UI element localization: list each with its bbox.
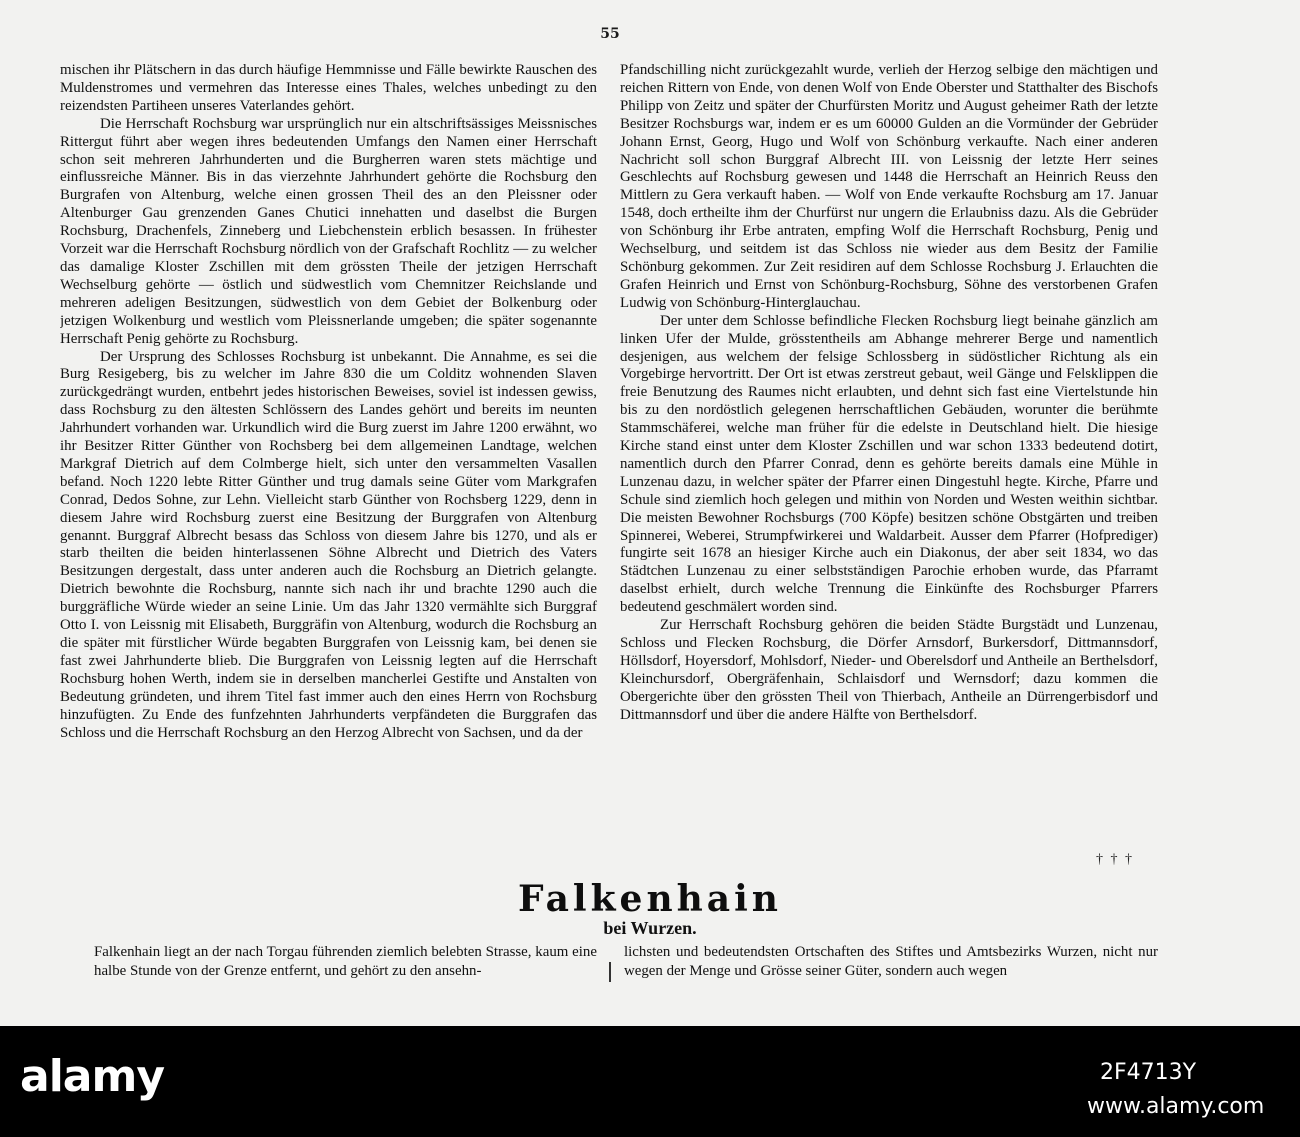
section-end-mark: † † †	[1096, 852, 1134, 867]
brand-logo: alamy	[20, 1051, 164, 1102]
paragraph: Der unter dem Schlosse befindliche Flecken Rochsburg liegt beinahe gänzlich am linken Ufer der Mulde, grösstentheils am Abhange mehrerer Berge und namentlich desjenigen, aus welchem der felsige Schlossberg in südöstlicher Richtung als ein Vorgebirge hervortritt. Der Ort ist etwas zerstreut gebaut, weil Gänge und Felsklippen die freie Benutzung des Raumes nicht erlaubten, und dehnt sich fast eine Viertelstunde hin bis zu den nordöstlich gelegenen herrschaftlichen Gebäuden, worunter die berühmte Stammschäferei, welche man früher für die edelste in Deutschland hielt. Die hiesige Kirche stand einst unter dem Kloster Zschillen und war schon 1333 bedeutend dotirt, namentlich durch den Pfarrer Conrad, denn es gehörte bereits damals eine Mühle in Lunzenau dazu, in welcher später der Pfarrer einen Dingestuhl hegte. Kirche, Pfarre und Schule sind ziemlich hoch gelegen und mithin von Norden und Westen weithin sichtbar. Die meisten Bewohner Rochsburgs (700 Köpfe) besitzen schöne Obstgärten und treiben Spinnerei, Weberei, Strumpfwirkerei und Waldarbeit. Ausser dem Pfarrer (Hofprediger) fungirte seit 1678 an hiesiger Kirche auch ein Diakonus, der aber seit 1834, wo das Städtchen Lunzenau zu einer selbstständigen Parochie erhoben wurde, das Pfarramt daselbst erhielt, durch welche Trennung die Einkünfte des Rochsburger Pfarrers bedeutend geschmälert worden sind.	[620, 312, 1158, 616]
column-divider	[609, 962, 611, 982]
article-right-column	[624, 943, 1158, 983]
paragraph: Die Herrschaft Rochsburg war ursprünglich nur ein altschriftsässiges Meissnisches Rittergut führt aber wegen ihres bedeutenden Umfangs den Namen einer Herrschaft schon seit mehreren Jahrhunderten und die Burgherren waren stets mächtige und einflussreiche Männer. Bis in das vierzehnte Jahrhundert gehörte die Rochsburg den Burgrafen von Altenburg, welche einen grossen Theil des an den Pleissner oder Altenburger Gau grenzenden Ganes Chutici innehatten und daselbst die Burgen Rochsburg, Drachenfels, Zinneberg und Liebchenstein erblich besassen. In frühester Vorzeit war die Herrschaft Rochsburg nördlich von der Grafschaft Rochlitz — zu welcher das damalige Kloster Zschillen mit dem grössten Theile der jetzigen Herrschaft Wechselburg gehörte — östlich und südwestlich vom Chemnitzer Reichslande und mehreren adeligen Besitzungen, südwestlich von dem Gebiet der Bolkenburg oder jetzigen Wolkenburg und westlich vom Pleissnerlande umgeben; die später sogenannte Herrschaft Penig gehörte zu Rochsburg.	[60, 115, 597, 347]
right-column	[620, 62, 1158, 870]
article-subtitle: bei Wurzen.	[603, 918, 697, 938]
image-id: 2F4713Y	[1100, 1060, 1197, 1085]
paragraph: lichsten und bedeutendsten Ortschaften des Stiftes und Amtsbezirks Wurzen, nicht nur wegen der Menge und Grösse seiner Güter, sondern auch wegen	[624, 944, 1158, 979]
paragraph: mischen ihr Plätschern in das durch häufige Hemmnisse und Fälle bewirkte Rauschen des Muldenstromes und vermehren das Interesse eines Thales, welches unbedingt zu den reizendsten Partiheen unseres Vaterlandes gehört.	[60, 62, 597, 114]
paragraph: Falkenhain liegt an der nach Torgau führenden ziemlich belebten Strasse, kaum eine halbe Stunde von der Grenze entfernt, und gehört zu den ansehn-	[94, 944, 597, 979]
left-column	[60, 62, 597, 870]
paragraph: Der Ursprung des Schlosses Rochsburg ist unbekannt. Die Annahme, es sei die Burg Resigeberg, bis zu welcher im Jahre 830 die um Colditz wohnenden Slaven zurückgedrängt wurden, entbehrt jedes historischen Beweises, soviel ist indessen gewiss, dass Rochsburg zu den ältesten Schlössern des Landes gehört und bereits im neunten Jahrhundert vorhanden war. Urkundlich wird die Burg zuerst im Jahre 1200 erwähnt, wo ihr Besitzer Ritter Günther von Rochsberg bei dem allgemeinen Landtage, welchen Markgraf Dietrich auf dem Colmberge hielt, sich unter den versammelten Vasallen befand. Noch 1220 lebte Ritter Günther und trug damals seine Güter vom Markgrafen Conrad, Dedos Sohne, zur Lehn. Vielleicht starb Günther von Rochsberg 1229, denn in diesem Jahre wird Rochsburg zuerst eine Besitzung der Burggrafen von Altenburg genannt. Burggraf Albrecht besass das Schloss von diesem Jahre bis 1270, und als er starb theilten die beiden hinterlassenen Söhne Albrecht und Dietrich des Vaters Besitzungen dergestalt, dass unter anderen auch die Rochsburg an Dietrich gelangte. Dietrich bewohnte die Rochsburg, nannte sich nach ihr und brachte 1290 auch die burggräfliche Würde wieder an seine Linie. Um das Jahr 1320 vermählte sich Burggraf Otto I. von Leissnig mit Elisabeth, Burggräfin von Altenburg, wodurch die Rochsburg an die später mit fürstlicher Würde begabten Burggrafen von Leissnig kam, bei denen sie fast zwei Jahrhunderte blieb. Die Burggrafen von Leissnig legten auf die Herrschaft Rochsburg hohen Werth, indem sie in derselben mancherlei Gestifte und Anstalten von Bedeutung gründeten, und ihrem Titel fast immer auch den eines Herrn von Rochsburg hinzufügten. Zu Ende des funfzehnten Jahrhunderts verpfändeten die Burggrafen das Schloss und die Herrschaft Rochsburg an den Herzog Albrecht von Sachsen, und da der	[60, 348, 597, 741]
site-url: www.alamy.com	[1087, 1094, 1265, 1119]
paragraph: Pfandschilling nicht zurückgezahlt wurde, verlieh der Herzog selbige den mächtigen und reichen Rittern von Ende, von denen Wolf von Ende Oberster und Statthalter des Bischofs Philipp von Zeitz und später der Churfürsten Moritz und August geheimer Rath der letzte Besitzer Rochsburgs war, indem er es um 60000 Gulden an die Vormünder der Gebrüder Johann Ernst, Georg, Hugo und Wolf von Schönburg verkaufte. Nach einer anderen Nachricht soll schon Burggraf Albrecht III. von Leissnig der letzte Herr seines Geschlechts auf Rochsburg gewesen und 1448 die Herrschaft an Heinrich Reuss den Mittlern zu Gera verkauft haben. — Wolf von Ende verkaufte Rochsburg am 17. Januar 1548, doch ertheilte ihm der Churfürst nur ungern die Erlaubniss dazu. Als die Gebrüder von Schönburg ihr Erbe antraten, empfing Wolf die Herrschaft Rochsburg, Penig und Wechselburg, und seitdem ist das Schloss nie wieder aus dem Besitz der Familie Schönburg gekommen. Zur Zeit residiren auf dem Schlosse Rochsburg J. Erlauchten die Grafen Heinrich und Ernst von Schönburg-Rochsburg, Söhne des verstorbenen Grafen Ludwig von Schönburg-Hinterglauchau.	[620, 62, 1158, 311]
article-left-column	[94, 943, 597, 983]
page-number: 55	[600, 26, 620, 42]
paragraph: Zur Herrschaft Rochsburg gehören die beiden Städte Burgstädt und Lunzenau, Schloss und Flecken Rochsburg, die Dörfer Arnsdorf, Burkersdorf, Dittmannsdorf, Höllsdorf, Hoyersdorf, Mohlsdorf, Nieder- und Oberelsdorf und Antheile an Berthelsdorf, Kleinchursdorf, Obergräfenhain, Schlaisdorf und Wernsdorf; dazu kommen die Obergerichte über den grössten Theil von Thierbach, Antheile an Dürrengerbisdorf und Dittmannsdorf und über die andere Hälfte von Berthelsdorf.	[620, 617, 1158, 723]
article-title: Falkenhain	[518, 878, 782, 920]
